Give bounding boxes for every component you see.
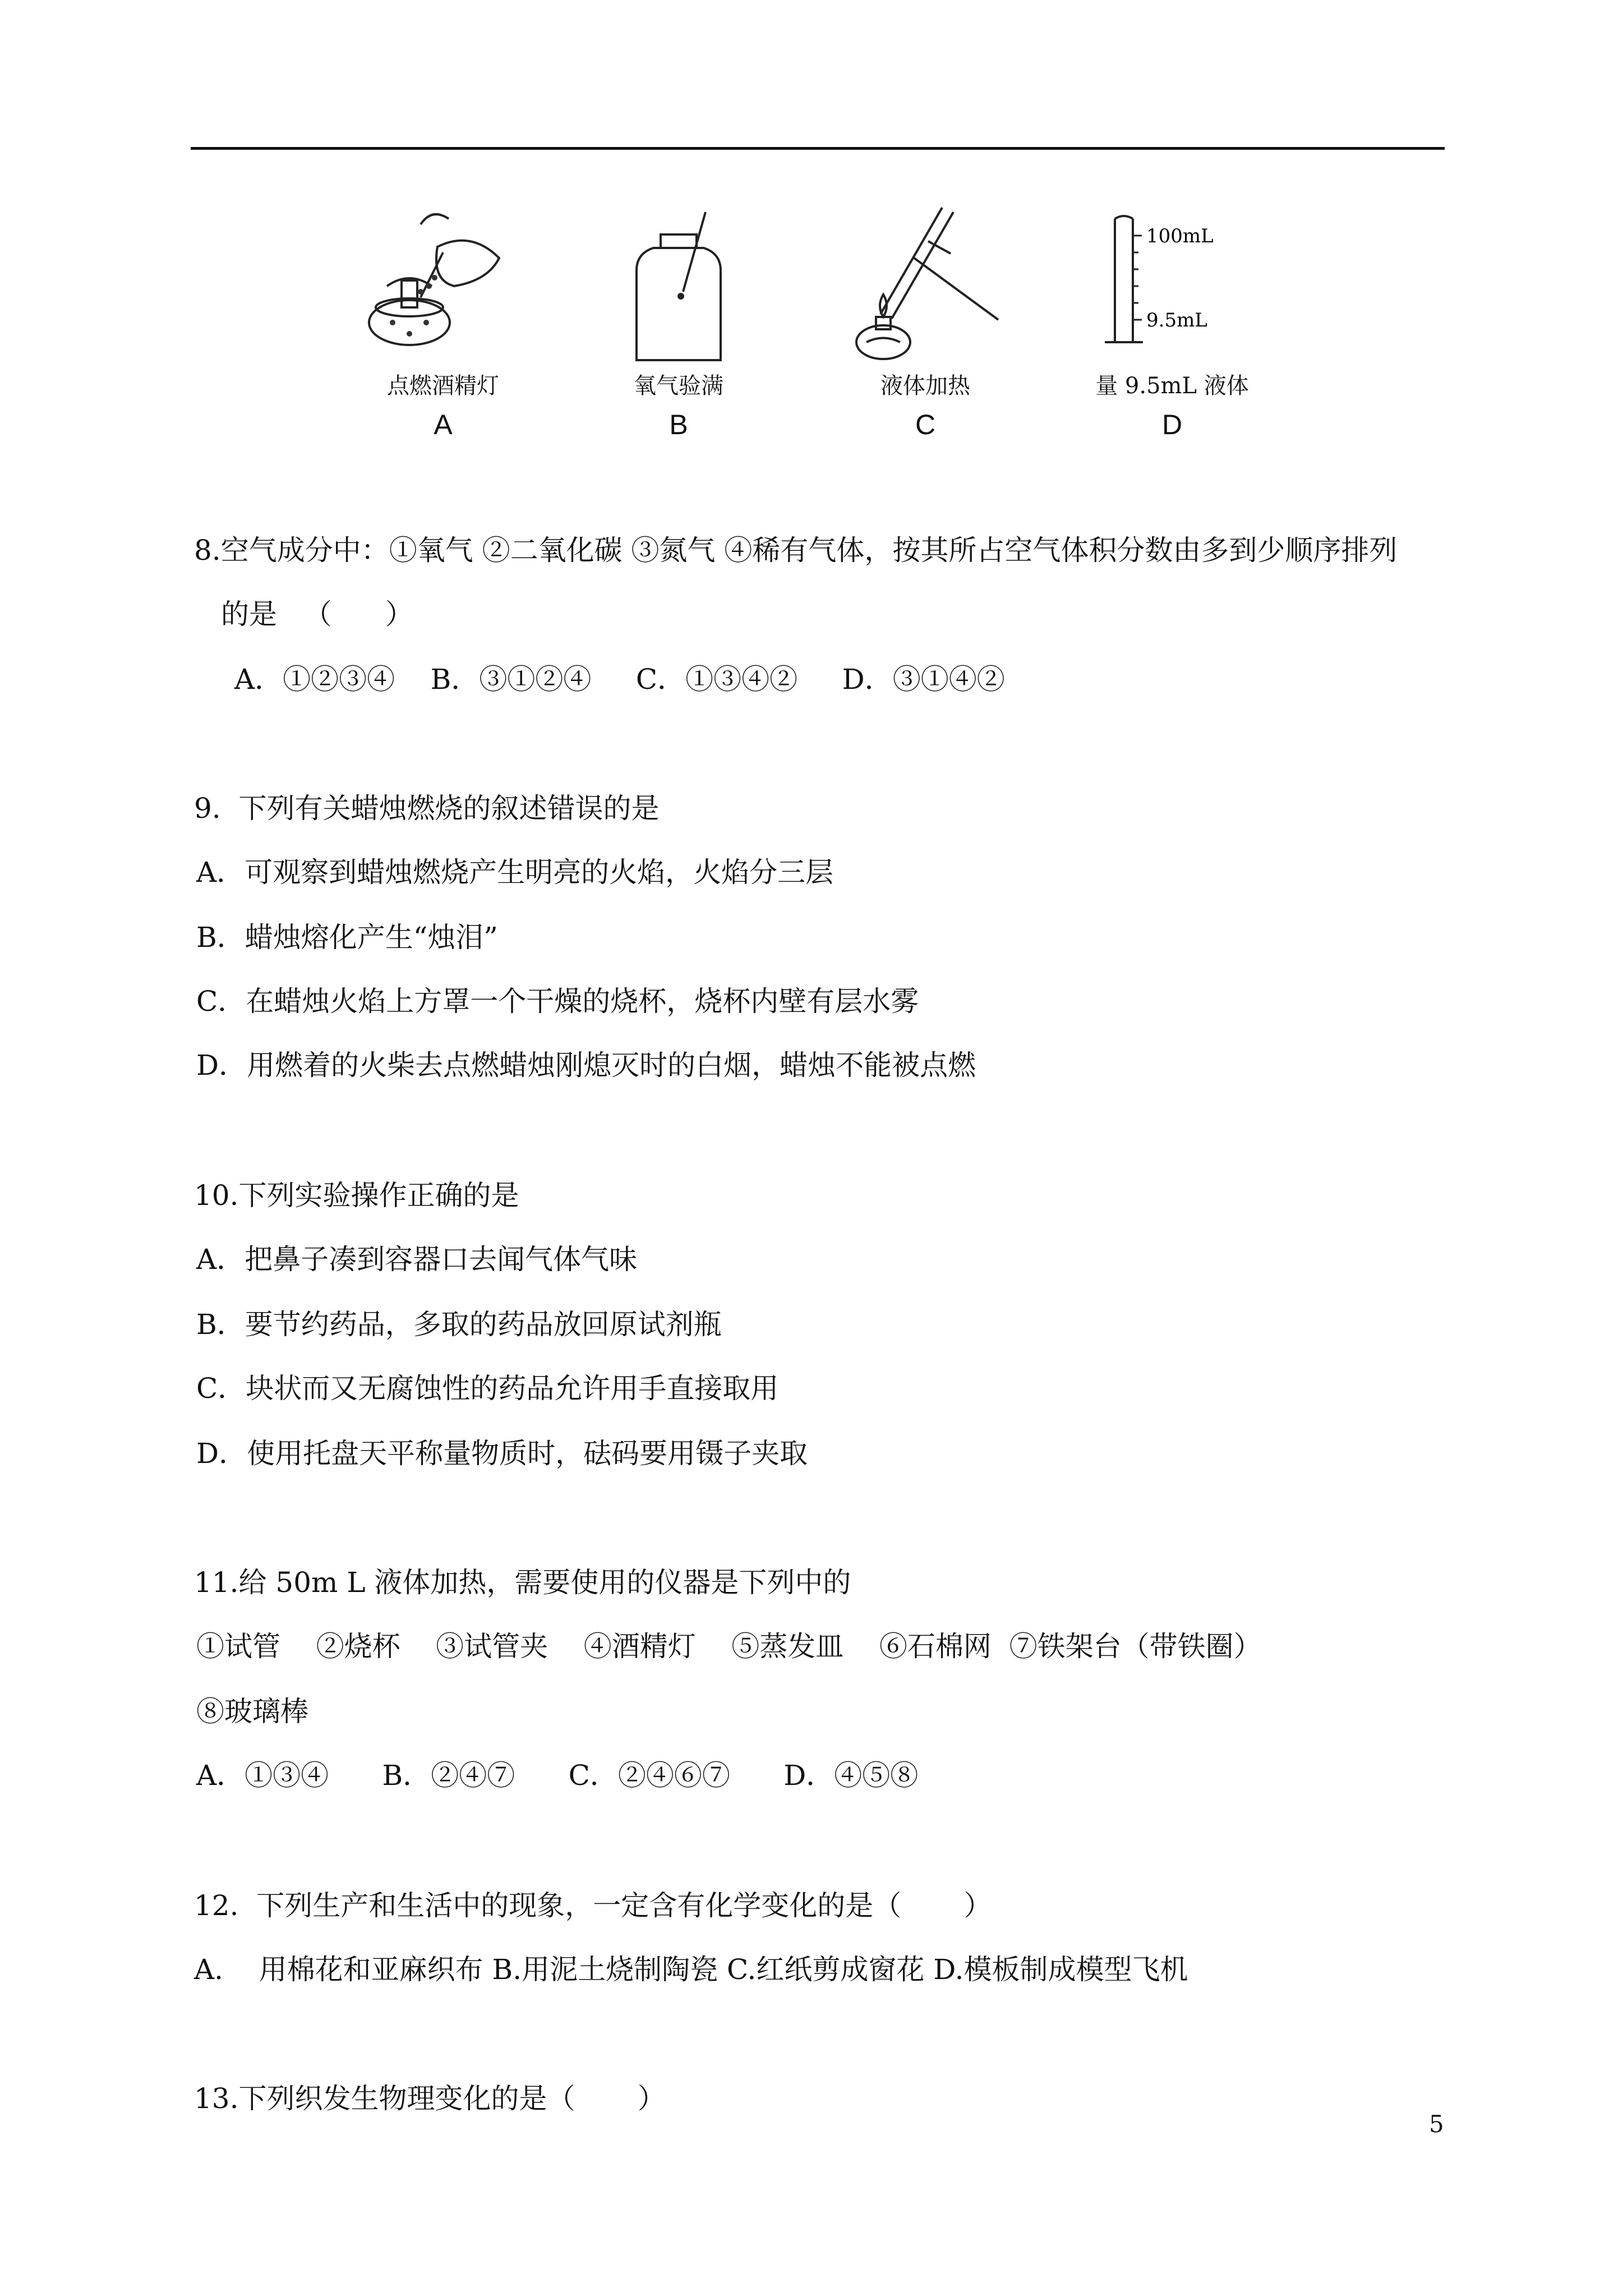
q10-option-b: B．要节约药品，多取的药品放回原试剂瓶: [196, 1308, 722, 1341]
q11-items-cont: ⑧玻璃棒: [196, 1695, 308, 1728]
q9-option-b: B．蜡烛熔化产生“烛泪”: [196, 921, 498, 954]
figure-b: [561, 202, 796, 449]
q9-option-d: D．用燃着的火柴去点燃蜡烛刚熄灭时的白烟，蜡烛不能被点燃: [196, 1049, 976, 1082]
q13-stem: 13.下列织发生物理变化的是（ ）: [194, 2082, 666, 2115]
figure-a: [325, 202, 561, 449]
gas-bottle-oxygen-test-icon: [561, 202, 796, 370]
figure-caption: 液体加热: [880, 373, 970, 399]
q10-stem: 10.下列实验操作正确的是: [194, 1179, 519, 1212]
q11-stem: 11.给 50m L 液体加热，需要使用的仪器是下列中的: [194, 1566, 851, 1599]
figure-caption: 量 9.5mL 液体: [1095, 373, 1249, 399]
q12-options: A. 用棉花和亚麻织布 B.用泥土烧制陶瓷 C.红纸剪成窗花 D.模板制成模型飞机: [194, 1953, 1188, 1986]
header-rule: [191, 147, 1445, 150]
q8-stem-cont: 的是 （ ）: [221, 598, 414, 631]
figure-caption: 点燃酒精灯: [387, 373, 499, 399]
lighting-alcohol-lamp-icon: [325, 202, 561, 370]
q8-stem: 8.空气成分中：①氧气 ②二氧化碳 ③氮气 ④稀有气体，按其所占空气体积分数由多到少顺序排列: [194, 534, 1398, 567]
q9-option-c: C．在蜡烛火焰上方罩一个干燥的烧杯，烧杯内壁有层水雾: [196, 985, 919, 1018]
q8-options: A．①②③④ B．③①②④ C．①③④② D．③①④②: [234, 663, 1005, 696]
q9-stem: 9. 下列有关蜡烛燃烧的叙述错误的是: [194, 792, 660, 825]
q12-stem: 12. 下列生产和生活中的现象，一定含有化学变化的是（ ）: [194, 1889, 992, 1922]
q10-option-d: D．使用托盘天平称量物质时，砝码要用镊子夹取: [196, 1437, 808, 1470]
q10-option-a: A．把鼻子凑到容器口去闻气体气味: [196, 1243, 638, 1276]
figure-letter: C: [915, 409, 936, 440]
apparatus-figures: [314, 202, 1301, 449]
page-number: 5: [1429, 2110, 1444, 2138]
figure-caption: 氧气验满: [634, 373, 723, 399]
q11-items: ①试管 ②烧杯 ③试管夹 ④酒精灯 ⑤蒸发皿 ⑥石棉网 ⑦铁架台（带铁圈）: [196, 1630, 1262, 1663]
q10-option-c: C．块状而又无腐蚀性的药品允许用手直接取用: [196, 1372, 779, 1405]
figure-c: [808, 202, 1043, 449]
cylinder-bottom-mark: 9.5mL: [1146, 309, 1207, 332]
heating-test-tube-icon: [808, 202, 1043, 370]
figure-letter: B: [669, 409, 688, 440]
measuring-cylinder-icon: [1054, 202, 1290, 370]
figure-letter: D: [1161, 409, 1183, 440]
cylinder-top-mark: 100mL: [1146, 225, 1214, 247]
q11-options: A．①③④ B．②④⑦ C．②④⑥⑦ D．④⑤⑧: [196, 1759, 919, 1792]
figure-d: [1054, 202, 1290, 449]
figure-letter: A: [434, 409, 453, 440]
q9-option-a: A．可观察到蜡烛燃烧产生明亮的火焰，火焰分三层: [196, 856, 834, 889]
